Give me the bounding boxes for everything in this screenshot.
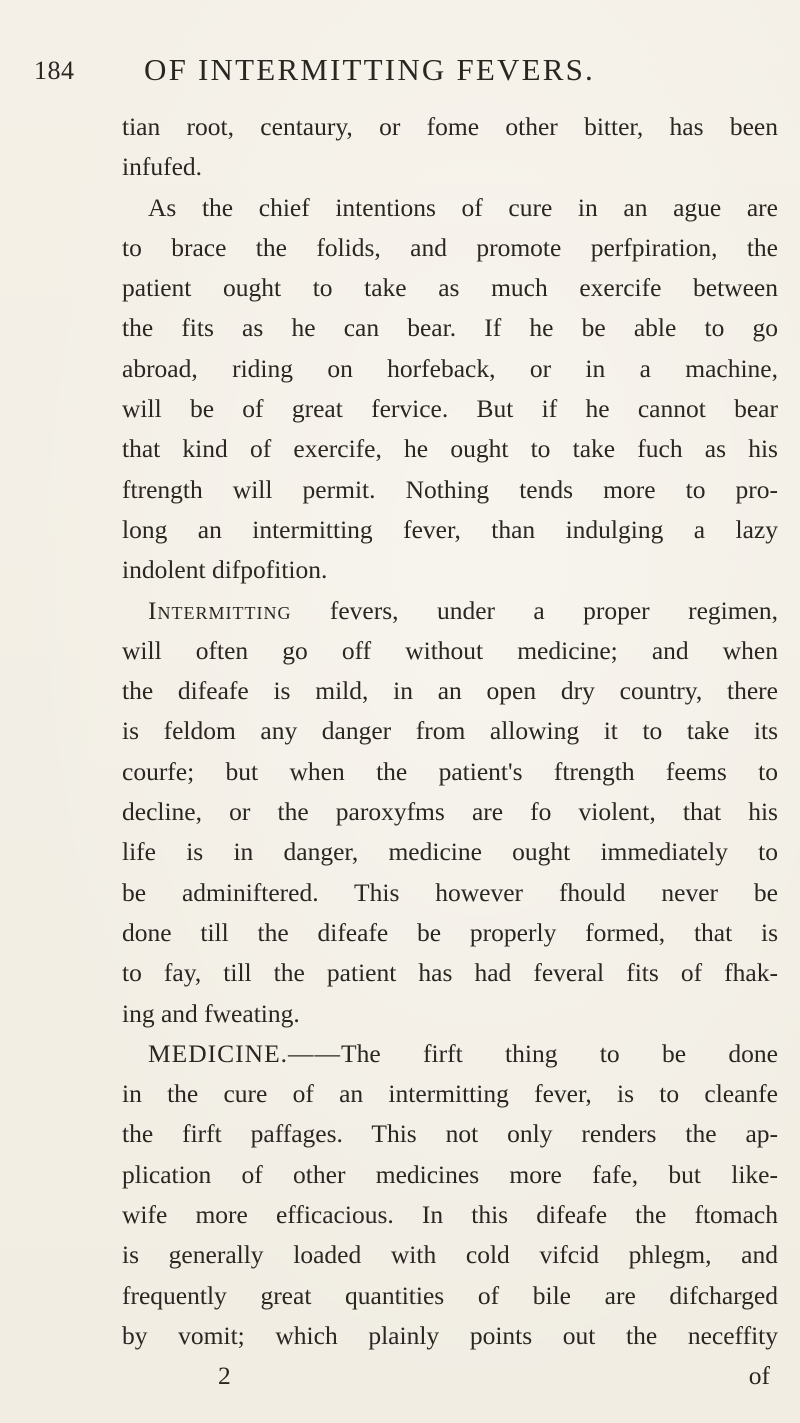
page-footer <box>122 1356 778 1396</box>
signature-mark: 2 <box>218 1361 231 1391</box>
catchword: of <box>748 1361 770 1391</box>
text-line: in the cure of an intermitting fever, is to cleanfe <box>122 1079 778 1109</box>
paragraph-start-line <box>122 1034 778 1074</box>
text-line: the firft paffages. This not only renders the ap- <box>122 1119 778 1149</box>
text-line: infufed. <box>122 152 203 182</box>
text-line: courfe; but when the patient's ftrength feems to <box>122 756 778 786</box>
text-line: will be of great fervice. But if he cannot bear <box>122 394 778 424</box>
text-line: will often go off without medicine; and when <box>122 635 778 665</box>
text-line: decline, or the paroxyfms are fo violent, that his <box>122 797 778 827</box>
text-line: ftrength will permit. Nothing tends more to pro- <box>122 474 778 504</box>
text-line: patient ought to take as much exercife between <box>122 273 778 303</box>
paragraph-start-line <box>122 591 778 631</box>
text-run: The firft thing to be done <box>341 1038 778 1068</box>
text-line: indolent difpofition. <box>122 555 328 585</box>
text-line: abroad, riding on horfeback, or in a machine, <box>122 353 778 383</box>
text-line: life is in danger, medicine ought immediately to <box>122 837 778 867</box>
text-line: long an intermitting fever, than indulging a lazy <box>122 514 778 544</box>
text-line: to brace the folids, and promote perfpiration, the <box>122 232 778 262</box>
text-line: to fay, till the patient has had feveral fits of fhak- <box>122 958 778 988</box>
text-line: is generally loaded with cold vifcid phlegm, and <box>122 1240 778 1270</box>
lead-word-medicine: MEDICINE.—— <box>148 1038 342 1068</box>
text-line: is feldom any danger from allowing it to take its <box>122 716 778 746</box>
running-head: OF INTERMITTING FEVERS. <box>144 52 596 87</box>
text-line: frequently great quantities of bile are difcharged <box>122 1280 778 1310</box>
text-line: the difeafe is mild, in an open dry country, there <box>122 676 778 706</box>
text-line: by vomit; which plainly points out the neceffity <box>122 1320 778 1350</box>
text-run: fevers, under a proper regimen, <box>329 595 778 625</box>
lead-word-intermitting: Intermitting <box>148 595 292 625</box>
paragraph-start-line: As the chief intentions of cure in an ague are <box>148 192 778 222</box>
text-line: be adminiftered. This however fhould never be <box>122 877 778 907</box>
text-line: the fits as he can bear. If he be able to go <box>122 313 778 343</box>
body-text <box>122 107 778 1396</box>
text-line: wife more efficacious. In this difeafe the ftomach <box>122 1200 778 1230</box>
text-line: tian root, centaury, or fome other bitter, has been <box>122 112 778 141</box>
page-header <box>34 52 774 92</box>
text-line: that kind of exercife, he ought to take fuch as his <box>122 434 778 464</box>
text-line: plication of other medicines more fafe, but like- <box>122 1159 778 1189</box>
text-line: done till the difeafe be properly formed, that is <box>122 917 778 947</box>
page-number: 184 <box>34 56 75 85</box>
text-line: ing and fweating. <box>122 998 300 1028</box>
